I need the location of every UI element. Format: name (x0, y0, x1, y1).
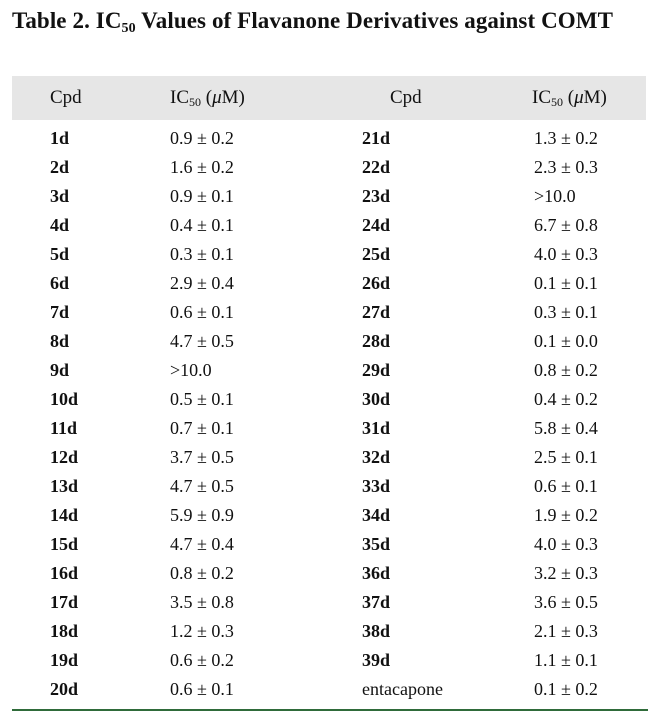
ic50-value-right: 5.8 ± 0.4 (534, 418, 598, 438)
ic50-value-right: 0.3 ± 0.1 (534, 302, 598, 322)
compound-id-left: 7d (50, 302, 70, 322)
table-row (12, 120, 648, 153)
compound-id-left: 5d (50, 244, 70, 264)
header-row (12, 76, 648, 120)
compound-id-right: 21d (362, 128, 391, 148)
table-row (12, 240, 648, 269)
ic50-value-right: >10.0 (534, 186, 576, 206)
ic50-value-left: 0.4 ± 0.1 (170, 215, 234, 235)
caption-prefix: Table 2. IC (12, 8, 122, 33)
table-header (12, 76, 648, 120)
ic50-value-right: 4.0 ± 0.3 (534, 244, 598, 264)
ic50-value-right: 0.6 ± 0.1 (534, 476, 598, 496)
table-row (12, 501, 648, 530)
header-unit-open: ( (563, 87, 575, 108)
ic50-value-left: 0.9 ± 0.2 (170, 128, 234, 148)
ic50-value-left: 4.7 ± 0.5 (170, 331, 234, 351)
ic50-value-left: 0.6 ± 0.1 (170, 302, 234, 322)
header-ic50-right (532, 76, 646, 120)
compound-id-right: 33d (362, 476, 391, 496)
compound-id-right: 34d (362, 505, 391, 525)
table-row (12, 182, 648, 211)
table-row (12, 617, 648, 646)
compound-id-right: 38d (362, 621, 391, 641)
table-row (12, 530, 648, 559)
header-ic-sub: 50 (189, 95, 201, 109)
table-row (12, 646, 648, 675)
table-row (12, 414, 648, 443)
header-cpd-left: Cpd (50, 87, 82, 108)
compound-id-right: 30d (362, 389, 391, 409)
table-row (12, 472, 648, 501)
ic50-value-left: 0.6 ± 0.2 (170, 650, 234, 670)
compound-id-right: 29d (362, 360, 391, 380)
ic50-value-left: 0.3 ± 0.1 (170, 244, 234, 264)
ic50-value-left: 0.7 ± 0.1 (170, 418, 234, 438)
table-row (12, 675, 648, 704)
compound-id-left: 14d (50, 505, 79, 525)
compound-id-right: 35d (362, 534, 391, 554)
table-row (12, 211, 648, 240)
table-row (12, 588, 648, 617)
compound-id-right: 23d (362, 186, 391, 206)
header-ic-sub: 50 (551, 95, 563, 109)
ic50-value-right: 0.1 ± 0.2 (534, 679, 598, 699)
compound-id-right: 31d (362, 418, 391, 438)
header-ic-prefix: IC (532, 87, 551, 108)
header-unit-rest: M) (221, 87, 245, 108)
ic50-value-right: 6.7 ± 0.8 (534, 215, 598, 235)
compound-id-left: 20d (50, 679, 79, 699)
header-cpd-right: Cpd (390, 87, 422, 108)
table-row (12, 327, 648, 356)
header-unit-mu: μ (212, 87, 222, 108)
ic50-value-left: 0.8 ± 0.2 (170, 563, 234, 583)
compound-id-left: 11d (50, 418, 78, 438)
table-row (12, 385, 648, 414)
ic50-table-container (12, 76, 648, 704)
compound-id-right: 22d (362, 157, 391, 177)
ic50-value-right: 0.4 ± 0.2 (534, 389, 598, 409)
ic50-value-right: 0.8 ± 0.2 (534, 360, 598, 380)
ic50-value-right: 1.9 ± 0.2 (534, 505, 598, 525)
table-body (12, 120, 648, 704)
header-unit-mu: μ (574, 87, 584, 108)
compound-id-left: 9d (50, 360, 70, 380)
footer-rule (12, 709, 648, 711)
compound-id-left: 17d (50, 592, 79, 612)
ic50-value-left: 3.7 ± 0.5 (170, 447, 234, 467)
compound-id-left: 15d (50, 534, 79, 554)
ic50-value-left: 1.2 ± 0.3 (170, 621, 234, 641)
header-ic-prefix: IC (170, 87, 189, 108)
caption-suffix: Values of Flavanone Derivatives against COMT (135, 8, 614, 33)
ic50-value-right: 0.1 ± 0.0 (534, 331, 598, 351)
ic50-value-left: 0.9 ± 0.1 (170, 186, 234, 206)
table-row (12, 443, 648, 472)
ic50-value-right: 1.3 ± 0.2 (534, 128, 598, 148)
ic50-value-right: 3.6 ± 0.5 (534, 592, 598, 612)
ic50-value-left: 2.9 ± 0.4 (170, 273, 234, 293)
compound-id-left: 19d (50, 650, 79, 670)
compound-id-right: 25d (362, 244, 391, 264)
compound-id-left: 4d (50, 215, 70, 235)
compound-id-left: 13d (50, 476, 79, 496)
compound-id-left: 10d (50, 389, 79, 409)
ic50-value-right: 4.0 ± 0.3 (534, 534, 598, 554)
compound-id-left: 12d (50, 447, 79, 467)
ic50-value-right: 3.2 ± 0.3 (534, 563, 598, 583)
compound-id-right: 27d (362, 302, 391, 322)
ic50-value-left: 3.5 ± 0.8 (170, 592, 234, 612)
ic50-value-right: 2.5 ± 0.1 (534, 447, 598, 467)
ic50-value-left: >10.0 (170, 360, 212, 380)
compound-id-right: 28d (362, 331, 391, 351)
table-caption (12, 6, 632, 36)
compound-id-right: 37d (362, 592, 391, 612)
ic50-table (12, 76, 648, 704)
ic50-value-left: 4.7 ± 0.5 (170, 476, 234, 496)
ic50-value-right: 0.1 ± 0.1 (534, 273, 598, 293)
header-unit-open: ( (201, 87, 213, 108)
table-row (12, 559, 648, 588)
compound-id-left: 3d (50, 186, 70, 206)
compound-id-left: 16d (50, 563, 79, 583)
compound-id-right: 26d (362, 273, 391, 293)
table-row (12, 269, 648, 298)
compound-id-left: 6d (50, 273, 70, 293)
ic50-value-left: 1.6 ± 0.2 (170, 157, 234, 177)
header-unit-rest: M) (583, 87, 607, 108)
compound-id-right: 32d (362, 447, 391, 467)
compound-id-left: 2d (50, 157, 70, 177)
compound-id-right: 36d (362, 563, 391, 583)
table-row (12, 153, 648, 182)
ic50-value-left: 4.7 ± 0.4 (170, 534, 234, 554)
compound-id-left: 1d (50, 128, 70, 148)
table-row (12, 298, 648, 327)
compound-id-right: 24d (362, 215, 391, 235)
caption-subscript: 50 (121, 21, 136, 36)
ic50-value-right: 2.1 ± 0.3 (534, 621, 598, 641)
header-ic50-left (170, 76, 348, 120)
ic50-value-right: 2.3 ± 0.3 (534, 157, 598, 177)
ic50-value-left: 5.9 ± 0.9 (170, 505, 234, 525)
compound-id-right: 39d (362, 650, 391, 670)
ic50-value-right: 1.1 ± 0.1 (534, 650, 598, 670)
compound-id-right: entacapone (362, 679, 443, 699)
ic50-value-left: 0.6 ± 0.1 (170, 679, 234, 699)
ic50-value-left: 0.5 ± 0.1 (170, 389, 234, 409)
compound-id-left: 18d (50, 621, 79, 641)
compound-id-left: 8d (50, 331, 70, 351)
table-row (12, 356, 648, 385)
